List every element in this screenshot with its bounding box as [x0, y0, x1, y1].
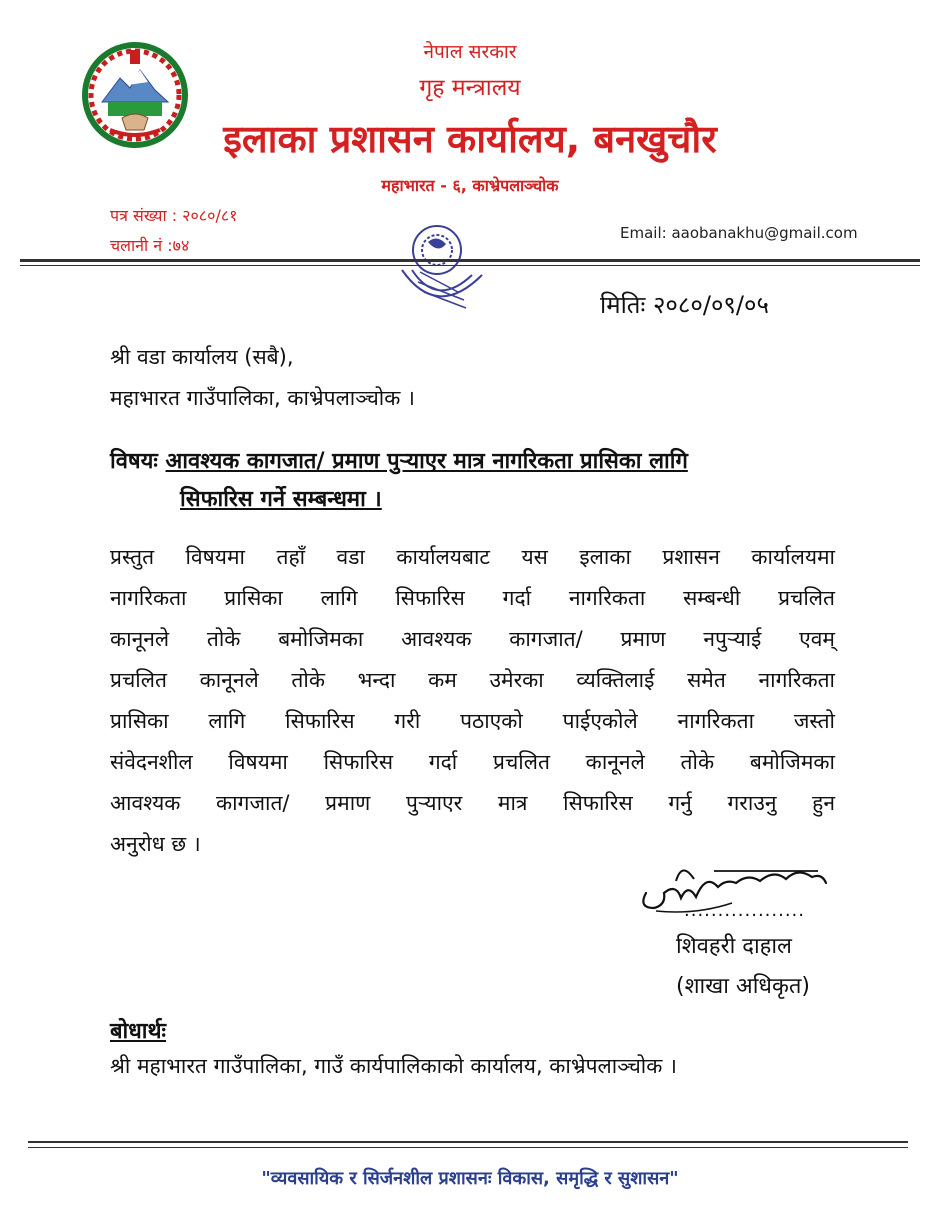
body-line: प्रासिका लागि सिफारिस गरी पठाएको पाईएकोले नागरिकता जस्तो: [110, 709, 835, 733]
recipient-line-1: श्री वडा कार्यालय (सबै),: [110, 345, 294, 369]
cc-label: बोधार्थः: [110, 1019, 166, 1044]
office-email: Email: aaobanakhu@gmail.com: [620, 224, 858, 242]
body-line: संवेदनशील विषयमा सिफारिस गर्दा प्रचलित कानूनले तोके बमोजिमका: [110, 750, 835, 774]
body-line: प्रचलित कानूनले तोके भन्दा कम उमेरका व्यक्तिलाई समेत नागरिकता: [110, 668, 835, 692]
subject-text: आवश्यक कागजात/ प्रमाण पुऱ्याएर मात्र नागरिकता प्रासिका लागि: [165, 449, 688, 474]
letter-number: पत्र संख्या : २०८०/८१: [110, 206, 238, 225]
office-address: महाभारत - ६, काभ्रेपलाञ्चोक: [381, 176, 559, 195]
footer-divider-thin: [28, 1147, 908, 1148]
footer-motto: "व्यवसायिक र सिर्जनशील प्रशासनः विकास, समृद्धि र सुशासन": [261, 1168, 679, 1189]
header-divider-thin: [20, 265, 920, 266]
government-name: नेपाल सरकार: [423, 41, 517, 63]
subject-label: विषयः: [110, 449, 158, 474]
body-line: आवश्यक कागजात/ प्रमाण पुऱ्याएर मात्र सिफारिस गर्नु गराउनु हुन: [110, 791, 835, 815]
cc-recipient: श्री महाभारत गाउँपालिका, गाउँ कार्यपालिकाको कार्यालय, काभ्रेपलाञ्चोक ।: [110, 1054, 677, 1078]
subject-line-2: सिफारिस गर्ने सम्बन्धमा ।: [180, 487, 382, 512]
footer-divider: [28, 1141, 908, 1143]
dispatch-number: चलानी नं :७४: [110, 236, 190, 255]
header-divider: [20, 259, 920, 262]
signer-name: शिवहरी दाहाल: [676, 934, 792, 959]
office-name: इलाका प्रशासन कार्यालय, बनखुचौर: [223, 117, 717, 161]
body-line: नागरिकता प्रासिका लागि सिफारिस गर्दा नागरिकता सम्बन्धी प्रचलित: [110, 586, 835, 610]
ministry-name: गृह मन्त्रालय: [419, 75, 521, 101]
body-line: प्रस्तुत विषयमा तहाँ वडा कार्यालयबाट यस इलाका प्रशासन कार्यालयमा: [110, 545, 835, 569]
signature-line: ..................: [684, 900, 805, 921]
subject-line-1: [110, 445, 688, 475]
body-line: कानूनले तोके बमोजिमका आवश्यक कागजात/ प्रमाण नपुऱ्याई एवम्: [110, 627, 835, 651]
letter-date: मितिः २०८०/०९/०५: [600, 291, 769, 319]
body-line: अनुरोध छ ।: [110, 832, 201, 856]
signer-title: (शाखा अधिकृत): [676, 974, 810, 999]
office-stamp-icon: [372, 220, 502, 320]
recipient-line-2: महाभारत गाउँपालिका, काभ्रेपलाञ्चोक ।: [110, 386, 416, 410]
